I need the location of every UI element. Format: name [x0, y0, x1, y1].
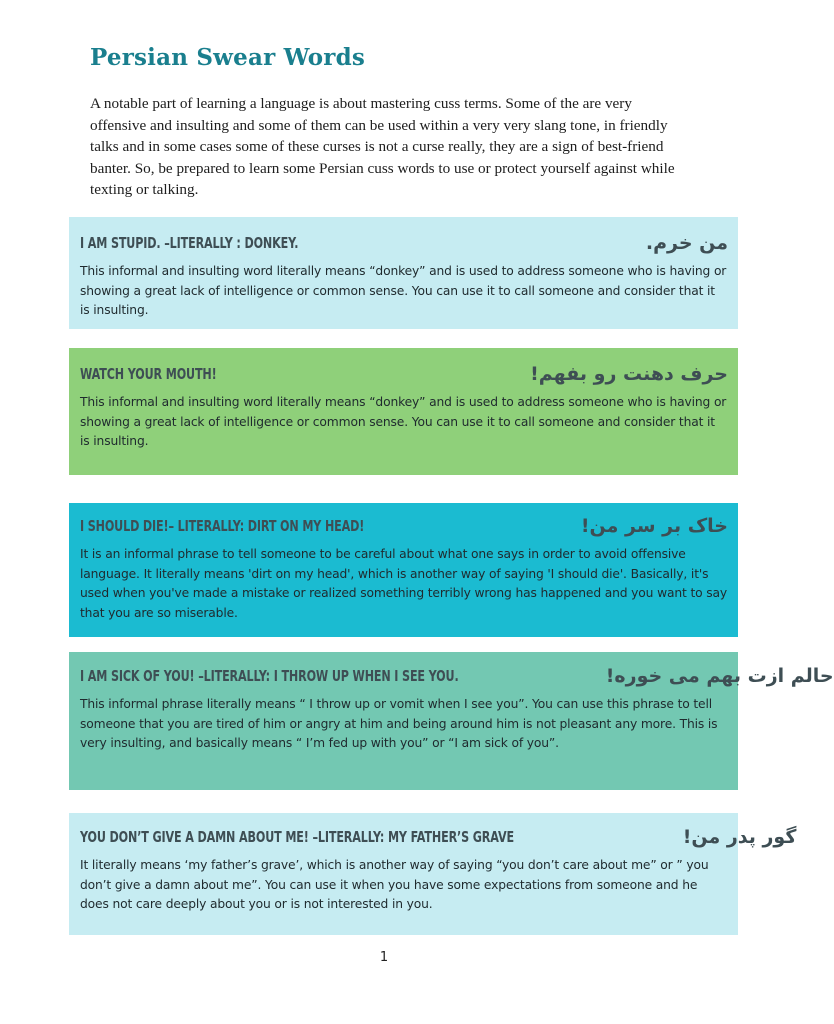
phrase-card-fathers-grave	[69, 813, 797, 935]
phrase-card-watch-mouth	[69, 348, 738, 475]
card-description: This informal phrase literally means “ I throw up or vomit when I see you”. You can use this phrase to tell someone that you are tired of him or angry at him and being around him is not pleasant any more. This is very insulting, and basically means “ I’m fed up with you” or “I am sick of you”.	[80, 697, 718, 751]
card-description: This informal and insulting word literally means “donkey” and is used to address someone who is having or showing a great lack of intelligence or common sense. You can use it to call someone and consider that it is insulting.	[80, 395, 727, 449]
card-title: YOU DON’T GIVE A DAMN ABOUT ME! –LITERALLY: MY FATHER’S GRAVE	[80, 828, 514, 846]
card-persian-phrase: حالم ازت بهم می خوره!	[605, 665, 834, 687]
page-title: Persian Swear Words	[90, 44, 366, 71]
phrase-card-should-die	[69, 503, 738, 637]
card-header	[80, 228, 728, 258]
phrase-card-stupid	[69, 217, 738, 329]
card-header	[80, 822, 797, 852]
card-title: I SHOULD DIE!– LITERALLY: DIRT ON MY HEAD!	[80, 517, 365, 535]
intro-paragraph: A notable part of learning a language is about mastering cuss terms. Some of the are very offensive and insulting and some of them can be used within a very very slang tone, in friendly talks and in some cases some of these curses is not a curse really, they are a sign of best-friend banter. So, be prepared to learn some Persian cuss words to use or protect yourself against while texting or talking.	[90, 95, 675, 198]
phrase-card-sick-of-you	[69, 652, 834, 790]
card-title: WATCH YOUR MOUTH!	[80, 365, 217, 383]
card-title: I AM STUPID. –LITERALLY : DONKEY.	[80, 234, 299, 252]
card-title: I AM SICK OF YOU! –LITERALLY: I THROW UP WHEN I SEE YOU.	[80, 667, 459, 685]
card-header	[80, 511, 728, 541]
card-header	[80, 359, 728, 389]
card-description: It literally means ‘my father’s grave’, which is another way of saying “you don’t care about me” or ” you don’t give a damn about me”. You can use it when you have some expectations from someone and he does not care deeply about you or is not interested in you.	[80, 858, 709, 912]
card-persian-phrase: من خرم.	[645, 232, 728, 254]
page-number: 1	[379, 950, 389, 965]
card-header	[80, 661, 834, 691]
card-persian-phrase: خاک بر سر من!	[580, 515, 728, 537]
card-persian-phrase: گور پدر من!	[682, 826, 797, 848]
card-description: This informal and insulting word literally means “donkey” and is used to address someone who is having or showing a great lack of intelligence or common sense. You can use it to call someone and consider that it is insulting.	[80, 264, 727, 318]
card-description: It is an informal phrase to tell someone to be careful about what one says in order to avoid offensive language. It literally means 'dirt on my head', which is another way of saying 'I should die'. Basically, it's used when you've made a mistake or realized something terribly wrong has happened and you want to say that you are so miserable.	[80, 547, 728, 620]
card-persian-phrase: حرف دهنت رو بفهم!	[530, 363, 728, 385]
